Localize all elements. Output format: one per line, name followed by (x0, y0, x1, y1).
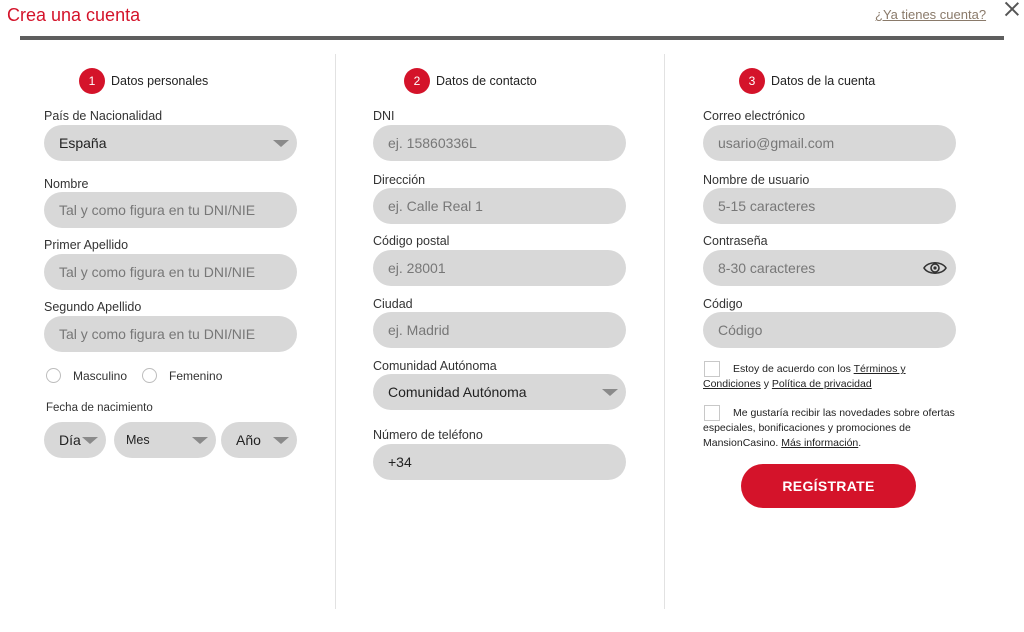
address-input[interactable] (373, 188, 626, 224)
email-placeholder: usario@gmail.com (718, 135, 835, 151)
chevron-down-icon (602, 389, 618, 396)
name-placeholder: Tal y como figura en tu DNI/NIE (59, 202, 256, 218)
chevron-down-icon (192, 437, 208, 444)
email-input[interactable] (703, 125, 956, 161)
birth-year-select[interactable] (221, 422, 297, 458)
phone-input[interactable] (373, 444, 626, 480)
step-label: Datos de contacto (436, 74, 537, 88)
chevron-down-icon (273, 437, 289, 444)
surname2-label: Segundo Apellido (44, 300, 142, 314)
column-divider (664, 54, 665, 609)
header-divider (20, 36, 1004, 40)
page-title: Crea una cuenta (7, 5, 141, 25)
nationality-select[interactable] (44, 125, 297, 161)
city-placeholder: ej. Madrid (388, 322, 450, 338)
login-link[interactable]: ¿Ya tienes cuenta? (875, 7, 987, 22)
register-button[interactable]: REGÍSTRATE (741, 464, 916, 508)
terms-text-1: Estoy de acuerdo con los (733, 363, 851, 375)
dni-label: DNI (373, 109, 395, 123)
step-number: 2 (404, 68, 430, 94)
username-placeholder: 5-15 caracteres (718, 198, 816, 214)
surname1-label: Primer Apellido (44, 238, 129, 252)
step-label: Datos de la cuenta (771, 74, 876, 88)
birth-day-value: Día (59, 432, 81, 448)
step-contact (404, 68, 537, 94)
column-divider (335, 54, 336, 609)
surname1-placeholder: Tal y como figura en tu DNI/NIE (59, 264, 256, 280)
address-placeholder: ej. Calle Real 1 (388, 198, 483, 214)
newsletter-text: Me gustaría recibir las novedades sobre ofertas especiales, bonificaciones y promociones de MansionCasino. Más información. (703, 407, 955, 449)
more-info-link[interactable]: Más información (781, 437, 859, 449)
name-input[interactable] (44, 192, 297, 228)
surname2-input[interactable] (44, 316, 297, 352)
step-account (739, 68, 875, 94)
radio-icon (142, 368, 157, 383)
username-label: Nombre de usuario (703, 173, 810, 187)
postal-label: Código postal (373, 234, 450, 248)
gender-male-radio[interactable] (46, 368, 127, 383)
code-label: Código (703, 297, 743, 311)
username-input[interactable] (703, 188, 956, 224)
terms-link[interactable]: Términos y Condiciones (703, 363, 906, 390)
newsletter-text-body: Me gustaría recibir las novedades sobre ofertas especiales, bonificaciones y promociones de MansionCasino. (703, 407, 955, 449)
close-icon[interactable] (1003, 0, 1021, 18)
gender-male-label: Masculino (73, 368, 128, 383)
password-input[interactable] (703, 250, 956, 286)
region-label: Comunidad Autónoma (373, 359, 497, 373)
phone-label: Número de teléfono (373, 428, 483, 442)
gender-female-label: Femenino (169, 368, 223, 383)
dni-input[interactable] (373, 125, 626, 161)
chevron-down-icon (82, 437, 98, 444)
eye-icon[interactable] (922, 258, 948, 278)
radio-icon (46, 368, 61, 383)
surname1-input[interactable] (44, 254, 297, 290)
name-label: Nombre (44, 177, 89, 191)
region-value: Comunidad Autónoma (388, 384, 527, 400)
birth-year-value: Año (236, 432, 261, 448)
terms-text-2: y (763, 378, 769, 390)
nationality-label: País de Nacionalidad (44, 109, 163, 123)
step-number: 3 (739, 68, 765, 94)
privacy-link[interactable]: Política de privacidad (771, 378, 872, 390)
birth-month-select[interactable] (114, 422, 216, 458)
postal-placeholder: ej. 28001 (388, 260, 446, 276)
chevron-down-icon (273, 140, 289, 147)
terms-text (703, 362, 963, 392)
region-select[interactable] (373, 374, 626, 410)
email-label: Correo electrónico (703, 109, 806, 123)
step-number: 1 (79, 68, 105, 94)
birth-day-select[interactable] (44, 422, 106, 458)
city-input[interactable] (373, 312, 626, 348)
password-placeholder: 8-30 caracteres (718, 260, 816, 276)
code-placeholder: Código (718, 322, 763, 338)
dni-placeholder: ej. 15860336L (388, 135, 477, 151)
birth-month-value: Mes (126, 433, 150, 447)
step-label: Datos personales (111, 74, 209, 88)
code-input[interactable] (703, 312, 956, 348)
birth-label: Fecha de nacimiento (46, 402, 153, 414)
surname2-placeholder: Tal y como figura en tu DNI/NIE (59, 326, 256, 342)
gender-female-radio[interactable] (142, 368, 222, 383)
password-label: Contraseña (703, 234, 768, 248)
phone-value: +34 (388, 454, 412, 470)
city-label: Ciudad (373, 297, 413, 311)
step-personal (79, 68, 208, 94)
nationality-value: España (59, 135, 107, 151)
postal-input[interactable] (373, 250, 626, 286)
address-label: Dirección (373, 173, 426, 187)
